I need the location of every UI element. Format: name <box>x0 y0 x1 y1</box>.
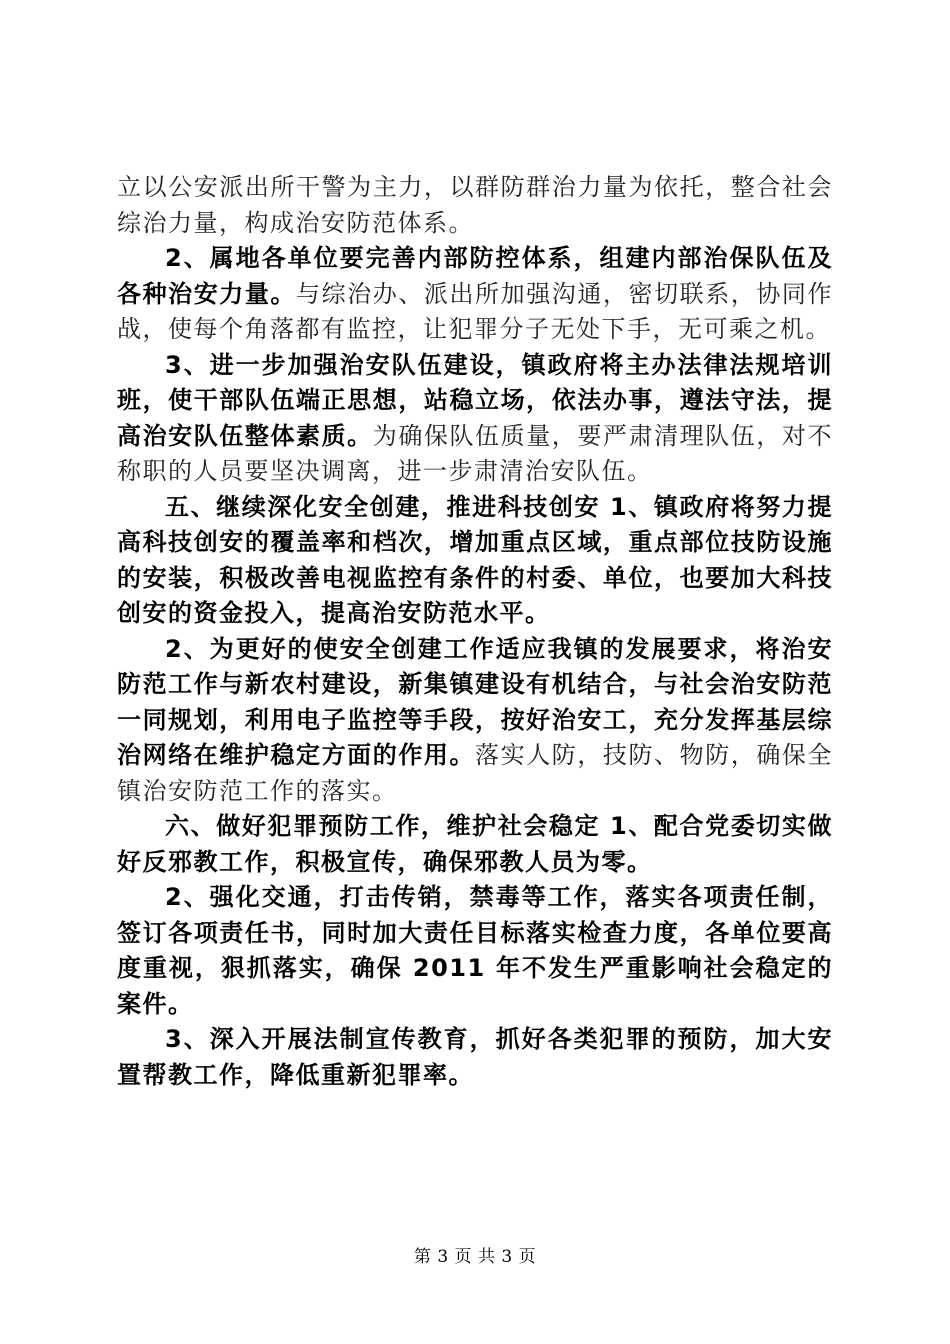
paragraph-text-segment: 2、强化交通，打击传销，禁毒等工作，落实各项责任制，签订各项责任书，同时加大责任目标落实检查力度，各单位要高度重视，狠抓落实，确保 2011 年不发生严重影响社会稳定的案件。 <box>117 883 833 1018</box>
page-footer <box>0 1242 950 1267</box>
paragraph-3 <box>117 348 833 490</box>
paragraph-6 <box>117 809 833 880</box>
document-body <box>117 170 833 1093</box>
paragraph-text-segment: 落实人防，技防、物防，确保全镇治安防范工作的落实。 <box>117 741 834 805</box>
paragraph-4 <box>117 490 833 632</box>
paragraph-text-segment: 六、做好犯罪预防工作，维护社会稳定 1、配合党委切实做好反邪教工作，积极宣传，确保邪教人员为零。 <box>117 812 833 876</box>
paragraph-2 <box>117 241 833 348</box>
paragraph-7 <box>117 880 833 1022</box>
paragraph-text-segment: 2、为更好的使安全创建工作适应我镇的发展要求，将治安防范工作与新农村建设，新集镇建设有机结合，与社会治安防范一同规划，利用电子监控等手段，按好治安工，充分发挥基层综治网络在维护稳定方面的作用。 <box>117 634 833 769</box>
paragraph-5 <box>117 632 833 810</box>
paragraph-text-segment: 与综治办、派出所加强沟通，密切联系，协同作战，使每个角落都有监控，让犯罪分子无处下手，无可乘之机。 <box>117 279 834 343</box>
paragraph-text-segment: 3、进一步加强治安队伍建设，镇政府将主办法律法规培训班，使干部队伍端正思想，站稳立场，依法办事，遵法守法，提高治安队伍整体素质。 <box>117 350 833 450</box>
page-number-label: 第 3 页 共 3 页 <box>413 1247 537 1267</box>
paragraph-text-segment: 立以公安派出所干警为主力，以群防群治力量为依托，整合社会综治力量，构成治安防范体系。 <box>117 173 833 237</box>
paragraph-text-segment: 3、深入开展法制宣传教育，抓好各类犯罪的预防，加大安置帮教工作，降低重新犯罪率。 <box>117 1025 833 1089</box>
paragraph-text-segment: 2、属地各单位要完善内部防控体系，组建内部治保队伍及各种治安力量。 <box>117 244 833 308</box>
paragraph-8 <box>117 1022 833 1093</box>
paragraph-text-segment: 五、继续深化安全创建，推进科技创安 1、镇政府将努力提高科技创安的覆盖率和档次，增加重点区域，重点部位技防设施的安装，积极改善电视监控有条件的村委、单位，也要加大科技创安的资金投入，提高治安防范水平。 <box>117 492 833 627</box>
paragraph-1 <box>117 170 833 241</box>
paragraph-text-segment: 为确保队伍质量，要严肃清理队伍，对不称职的人员要坚决调离，进一步肃清治安队伍。 <box>117 421 834 485</box>
